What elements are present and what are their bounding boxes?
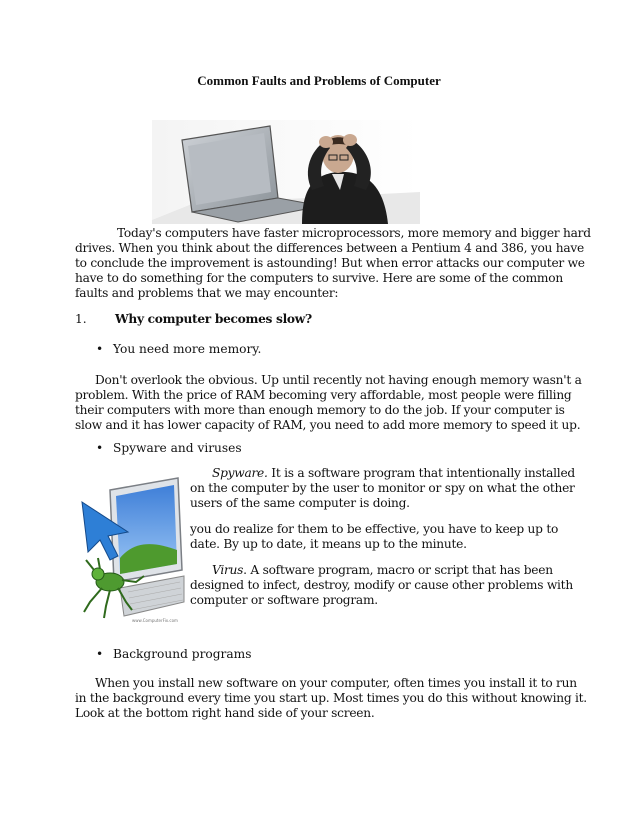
page-title: Common Faults and Problems of Computer — [197, 73, 441, 88]
section-number: 1. — [75, 312, 87, 326]
bullet-memory-label: You need more memory. — [113, 342, 262, 356]
virus-term: Virus — [212, 563, 244, 577]
intro-line-3: to conclude the improvement is astounding! But when error attacks our computer we — [75, 256, 585, 270]
intro-line-4: have to do something for the computers to survive. Here are some of the common — [75, 271, 563, 285]
virus-line-3: computer or software program. — [190, 593, 378, 607]
bullet-background — [96, 647, 251, 661]
virus-line-1-text: . A software program, macro or script that has been — [243, 563, 553, 577]
image-watermark: www.ComputerFix.com — [132, 618, 178, 623]
background-line-1: When you install new software on your computer, often times you install it to run — [95, 676, 577, 690]
update-line-1: you do realize for them to be effective, you have to keep up to — [190, 522, 559, 536]
bullet-spyware — [96, 441, 242, 455]
spyware-line-1 — [212, 466, 575, 481]
virus-line-1 — [212, 563, 553, 578]
memory-line-3: their computers with more than enough memory to do the job. If your computer is — [75, 403, 565, 417]
section-heading — [75, 312, 312, 326]
memory-line-2: problem. With the price of RAM becoming very affordable, most people were filling — [75, 388, 572, 402]
memory-line-1: Don't overlook the obvious. Up until recently not having enough memory wasn't a — [95, 373, 582, 387]
background-line-2: in the background every time you start up. Most times you do this without knowing it. — [75, 691, 587, 705]
spyware-line-1-text: It is a software program that intentionally installed — [267, 466, 575, 480]
intro-line-5: faults and problems that we may encounter: — [75, 286, 339, 300]
spyware-line-3: users of the same computer is doing. — [190, 496, 410, 510]
bullet-spyware-label: Spyware and viruses — [113, 441, 242, 455]
frustrated-user-image — [152, 120, 420, 224]
bullet-symbol: • — [96, 342, 104, 356]
bullet-symbol: • — [96, 647, 104, 661]
intro-line-1: Today's computers have faster microprocessors, more memory and bigger hard — [117, 226, 591, 240]
spyware-term: Spyware. — [212, 466, 268, 480]
intro-line-2: drives. When you think about the differences between a Pentium 4 and 386, you have — [75, 241, 584, 255]
bullet-memory — [96, 342, 261, 356]
update-line-2: date. By up to date, it means up to the minute. — [190, 537, 467, 551]
virus-line-2: designed to infect, destroy, modify or cause other problems with — [190, 578, 573, 592]
section-title: Why computer becomes slow? — [115, 312, 312, 326]
spyware-line-2: on the computer by the user to monitor or spy on what the other — [190, 481, 575, 495]
bullet-background-label: Background programs — [113, 647, 252, 661]
background-line-3: Look at the bottom right hand side of your screen. — [75, 706, 375, 720]
bullet-symbol: • — [96, 441, 104, 455]
memory-line-4: slow and it has lower capacity of RAM, you need to add more memory to speed it up. — [75, 418, 581, 432]
virus-bug-image — [80, 470, 186, 624]
